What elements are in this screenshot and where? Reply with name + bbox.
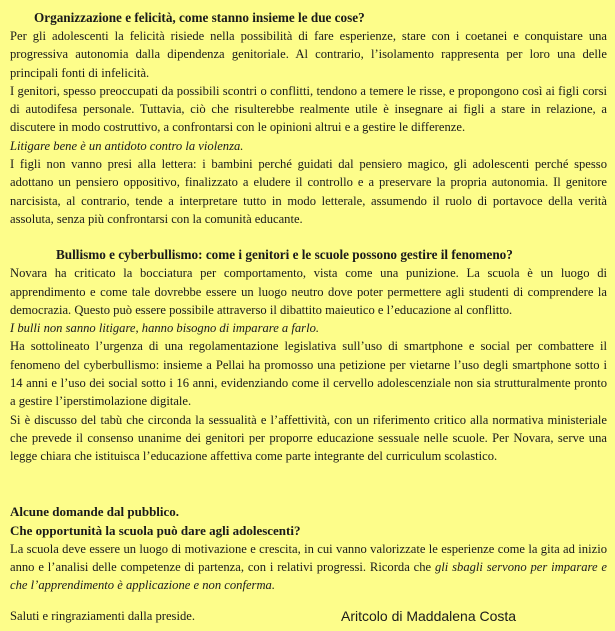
footer: [10, 607, 607, 627]
paragraph-school-text: La scuola deve essere un luogo di motivazione e crescita, in cui vanno valorizzate le esperienze come la gita ad inizio anno e l’analisi delle competenze di partenza, con i relativi progressi. Ricorda che: [10, 541, 607, 574]
paragraph-affectivity: Si è discusso del tabù che circonda la sessualità e l’affettività, con un riferimento critico alla normativa ministeriale che prevede il consenso unanime dei genitori per proporre educazione sessuale nelle scuole. Per Novara, serve una legge chiara che istituisca l’educazione affettiva come parte integrante del curriculum scolastico.: [10, 412, 607, 464]
quote-bulli: I bulli non sanno litigare, hanno bisogno di imparare a farlo.: [10, 321, 320, 336]
paragraph-smartphone: Ha sottolineato l’urgenza di una regolamentazione legislativa sull’uso di smartphone e social per combattere il fenomeno del cyberbullismo: insieme a Pellai ha promosso una petizione per vietarne l’uso degli smartphone sotto i 14 anni e l’uso dei social sotto i 16 anni, evidenziando come il cervello adolescenziale non sia strutturalmente pronto a gestire l’iperstimolazione digitale.: [10, 339, 607, 409]
questions-heading: Alcune domande dal pubblico.: [10, 503, 180, 519]
paragraph-parents: I genitori, spesso preoccupati da possibili scontri o conflitti, tendono a temere le risse, e propongono così ai figli corsi di autodifesa personale. Tuttavia, ciò che risulterebbe realmente utile è insegnare ai figli a stare in relazione, a discutere in modo costruttivo, a confrontarsi con le opinioni altrui e a gestire le differenze.: [10, 83, 607, 135]
greeting-text: Saluti e ringraziamenti dalla preside.: [10, 609, 195, 623]
section-heading-bullying: Bullismo e cyberbullismo: come i genitori e le scuole possono gestire il fenomeno?: [56, 247, 513, 263]
section-heading-happiness: Organizzazione e felicità, come stanno insieme le due cose?: [34, 10, 365, 25]
quote-litigare: Litigare bene è un antidoto contro la violenza.: [10, 138, 244, 153]
paragraph-novara: Novara ha criticato la bocciatura per comportamento, vista come una punizione. La scuola è un luogo di apprendimento e come tale dovrebbe essere un luogo neutro dove poter permettere agli studenti di comprendere la democrazia. Questo può essere possibile attraverso il dibattito maieutico e l’educazione al conflitto.: [10, 266, 607, 317]
paragraph-school-italic: gli sbagli servono per imparare e che l’apprendimento è applicazione e non conferma.: [10, 559, 608, 593]
spacer: [10, 466, 607, 502]
paragraph-children: I figli non vanno presi alla lettera: i bambini perché guidati dal pensiero magico, gli adolescenti perché spesso adottano un pensiero oppositivo, finalizzato a eludere il controllo e a preservare la propria autonomia. Il genitore narcisista, al contrario, tende a interpretare tutto in modo letterale, assumendo il ruolo di portavoce della verità assoluta, senza più confrontarsi con la comunità educante.: [10, 157, 607, 226]
author-credit: Aritcolo di Maddalena Costa: [341, 608, 517, 624]
paragraph-school: [10, 540, 607, 595]
question-school: Che opportunità la scuola può dare agli adolescenti?: [10, 522, 301, 538]
paragraph-happiness: Per gli adolescenti la felicità risiede nella possibilità di fare esperienze, stare con i coetanei e conquistare una progressiva autonomia dalla dipendenza genitoriale. Al contrario, l’isolamento rappresenta per loro una delle principali fonti di infelicità.: [10, 29, 607, 80]
